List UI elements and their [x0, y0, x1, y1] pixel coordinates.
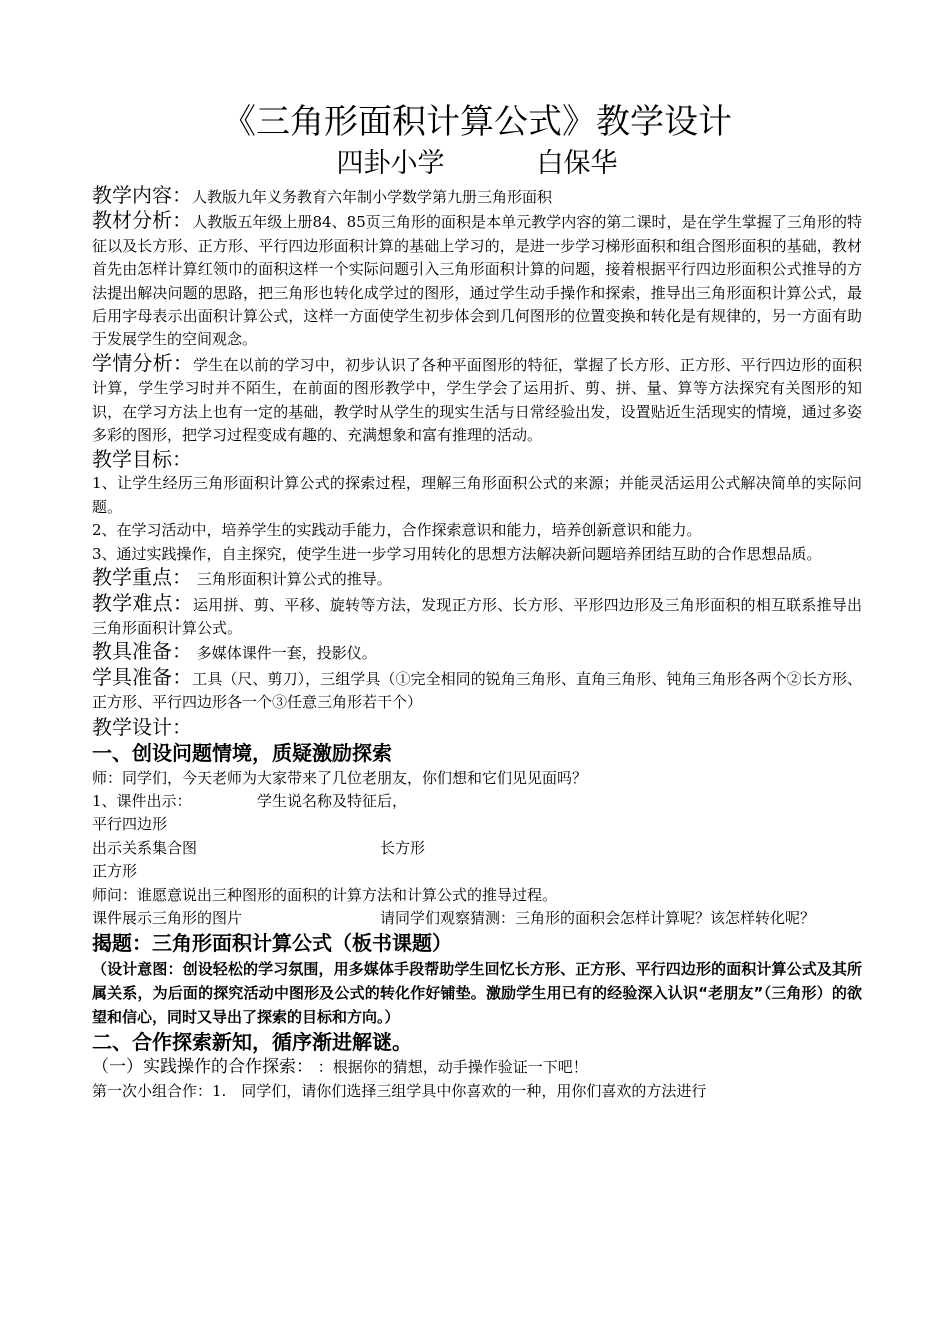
section2-heading: 二、合作探索新知，循序渐进解谜。	[92, 1030, 412, 1055]
author-name: 白保华	[536, 148, 618, 179]
section1-cell: 长方形	[380, 838, 426, 857]
section1-cell: 出示关系集合图	[92, 838, 198, 857]
difficulty-label: 教学难点：	[92, 590, 194, 615]
section1-line: 正方形	[92, 862, 138, 881]
difficulty-paragraph	[92, 592, 862, 641]
analysis-paragraph	[92, 209, 862, 351]
section2-subheading	[92, 1056, 862, 1079]
section2-sub-label: （一）实践操作的合作探索：	[92, 1057, 313, 1078]
goal-item: 3、通过实践操作，自主探究，使学生进一步学习用转化的思想方法解决新问题培养团结互助的合作思想品质。	[92, 544, 822, 563]
student-tools-paragraph	[92, 666, 862, 715]
section1-cell: 课件展示三角形的图片	[92, 908, 243, 927]
document-page	[92, 100, 862, 1103]
section1-cell: 1、课件出示：	[92, 791, 192, 810]
teacher-tools-paragraph	[92, 640, 862, 665]
section2-line: 第一次小组合作：1. 同学们，请你们选择三组学具中你喜欢的一种，用你们喜欢的方法进行	[92, 1081, 707, 1100]
goals-label: 教学目标：	[92, 447, 192, 472]
learners-text: 学生在以前的学习中，初步认识了各种平面图形的特征，掌握了长方形、正方形、平行四边形的面积计算，学生学习时并不陌生，在前面的图形教学中，学生学会了运用折、剪、拼、量、算等方法探究有关图形的知识，在学习方法上也有一定的基础，教学时从学生的现实生活与日常经验出发，设置贴近生活现实的情境，通过多姿多彩的图形，把学习过程变成有趣的、充满想象和富有推理的活动。	[92, 355, 862, 445]
content-label: 教学内容：	[92, 183, 192, 207]
learners-paragraph	[92, 352, 862, 448]
design-label: 教学设计：	[92, 714, 192, 739]
key-label: 教学重点：	[92, 565, 192, 590]
section1-heading: 一、创设问题情境，质疑激励探索	[92, 740, 392, 765]
document-title: 《三角形面积计算公式》教学设计	[222, 102, 732, 142]
content-text: 人教版九年义务教育六年制小学数学第九册三角形面积	[192, 188, 553, 206]
analysis-text: 人教版五年级上册84、85页三角形的面积是本单元教学内容的第二课时，是在学生掌握了三角形的特征以及长方形、正方形、平行四边形面积计算的基础上学习的，是进一步学习梯形面积和组合图形面积的基础，教材首先由怎样计算红领巾的面积这样一个实际问题引入三角形面积计算的问题，接着根据平行四边形面积公式推导的方法提出解决问题的思路，把三角形也转化成学过的图形，通过学生动手操作和探索，推导出三角形面积计算公式，最后用字母表示出面积计算公式，这样一方面使学生初步体会到几何图形的位置变换和转化是有规律的，另一方面有助于发展学生的空间观念。	[92, 213, 863, 349]
section1-line: 师：同学们，今天老师为大家带来了几位老朋友，你们想和它们见见面吗？	[92, 768, 588, 787]
key-text: 三角形面积计算公式的推导。	[192, 570, 392, 589]
section1-cell: 请同学们观察猜测：三角形的面积会怎样计算呢？该怎样转化呢？	[380, 908, 816, 927]
section1-cell: 学生说名称及特征后，	[257, 791, 408, 810]
student-tools-label: 学具准备：	[92, 664, 193, 689]
analysis-label: 教材分析：	[92, 208, 193, 233]
author-line	[92, 146, 862, 182]
goal-item: 2、在学习活动中，培养学生的实践动手能力，合作探索意识和能力，培养创新意识和能力。	[92, 521, 702, 540]
section1-line: 平行四边形	[92, 815, 168, 834]
section1-row	[92, 790, 862, 813]
teacher-tools-text: 多媒体课件一套，投影仪。	[192, 644, 377, 663]
goal-item: 1、让学生经历三角形面积计算公式的探索过程，理解三角形面积公式的来源；并能灵活运用公式解决简单的实际问题。	[92, 474, 862, 516]
student-tools-text: 工具（尺、剪刀），三组学具（①完全相同的锐角三角形、直角三角形、钝角三角形各两个②长方形、正方形、平行四边形各一个③任意三角形若干个）	[92, 669, 863, 712]
key-paragraph	[92, 566, 862, 591]
section1-row	[92, 907, 862, 930]
reveal-heading: 揭题：三角形面积计算公式（板书课题）	[92, 931, 452, 956]
section1-line: 师问：谁愿意说出三种图形的面积的计算方法和计算公式的推导过程。	[92, 885, 558, 904]
school-name: 四卦小学	[336, 148, 445, 179]
teacher-tools-label: 教具准备：	[92, 639, 192, 664]
content-paragraph	[92, 184, 862, 209]
design-note: （设计意图：创设轻松的学习氛围，用多媒体手段帮助学生回忆长方形、正方形、平行四边形的面积计算公式及其所属关系，为后面的探究活动中图形及公式的转化作好铺垫。激励学生用已有的经验深入认识“老朋友”（三角形）的欲望和信心，同时又导出了探索的目标和方向。）	[92, 960, 862, 1027]
difficulty-text: 运用拼、剪、平移、旋转等方法，发现正方形、长方形、平形四边形及三角形面积的相互联系推导出三角形面积计算公式。	[92, 595, 862, 637]
section1-row	[92, 837, 862, 860]
learners-label: 学情分析：	[92, 350, 194, 375]
section2-sub-text: ：根据你的猜想，动手操作验证一下吧！	[313, 1058, 588, 1077]
